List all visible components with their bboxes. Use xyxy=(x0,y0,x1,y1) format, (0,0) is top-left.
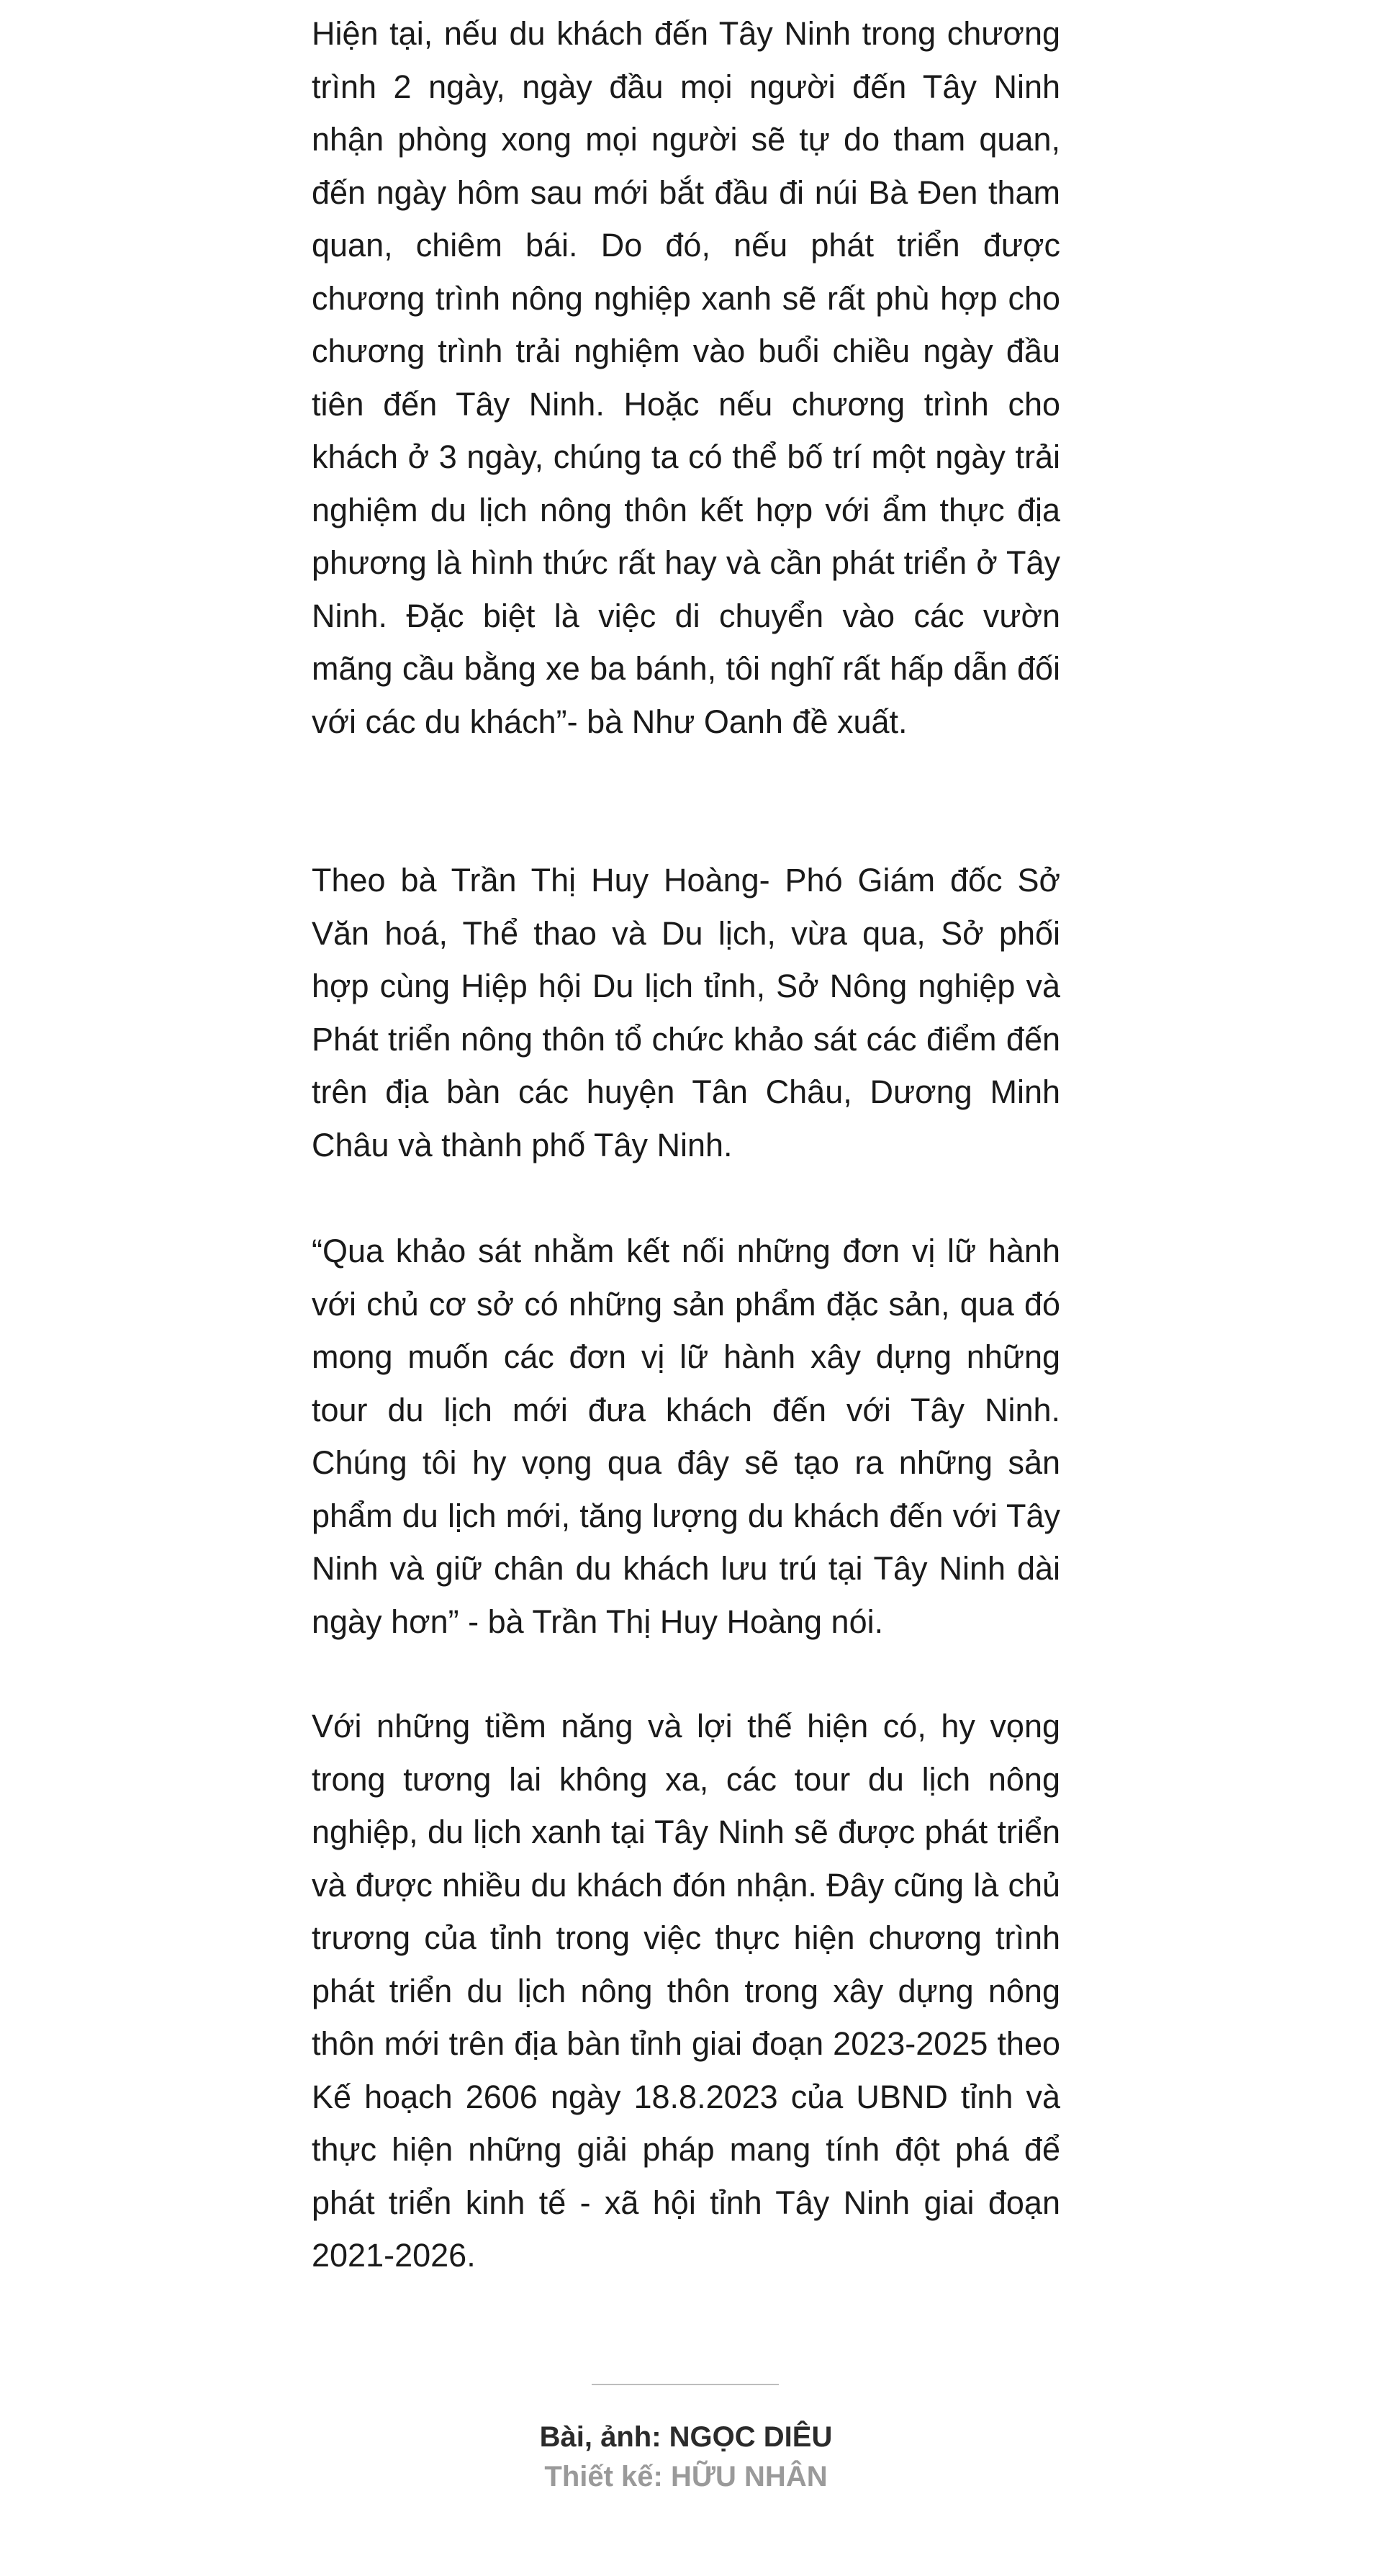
paragraph-4: Với những tiềm năng và lợi thế hiện có, hy vọng trong tương lai không xa, các tour du lịch nông nghiệp, du lịch xanh tại Tây Ninh sẽ được phát triển và được nhiều du khách đón nhận. Đây cũng là chủ trương của tỉnh trong việc thực hiện chương trình phát triển du lịch nông thôn trong xây dựng nông thôn mới trên địa bàn tỉnh giai đoạn 2023-2025 theo Kế hoạch 2606 ngày 18.8.2023 của UBND tỉnh và thực hiện những giải pháp mang tính đột phá để phát triển kinh tế - xã hội tỉnh Tây Ninh giai đoạn 2021-2026. xyxy=(312,1708,1060,2274)
paragraph-2: Theo bà Trần Thị Huy Hoàng- Phó Giám đốc Sở Văn hoá, Thể thao và Du lịch, vừa qua, Sở phối hợp cùng Hiệp hội Du lịch tỉnh, Sở Nông nghiệp và Phát triển nông thôn tổ chức khảo sát các điểm đến trên địa bàn các huyện Tân Châu, Dương Minh Châu và thành phố Tây Ninh. xyxy=(312,862,1060,1163)
credits-divider xyxy=(592,2384,779,2385)
paragraph-3: “Qua khảo sát nhằm kết nối những đơn vị lữ hành với chủ cơ sở có những sản phẩm đặc sản, qua đó mong muốn các đơn vị lữ hành xây dựng những tour du lịch mới đưa khách đến với Tây Ninh. Chúng tôi hy vọng qua đây sẽ tạo ra những sản phẩm du lịch mới, tăng lượng du khách đến với Tây Ninh và giữ chân du khách lưu trú tại Tây Ninh dài ngày hơn” - bà Trần Thị Huy Hoàng nói. xyxy=(312,1233,1060,1640)
author-credit: Bài, ảnh: NGỌC DIÊU xyxy=(539,2421,833,2453)
paragraph-1: Hiện tại, nếu du khách đến Tây Ninh trong chương trình 2 ngày, ngày đầu mọi người đến Tây Ninh nhận phòng xong mọi người sẽ tự do tham quan, đến ngày hôm sau mới bắt đầu đi núi Bà Đen tham quan, chiêm bái. Do đó, nếu phát triển được chương trình nông nghiệp xanh sẽ rất phù hợp cho chương trình trải nghiệm vào buổi chiều ngày đầu tiên đến Tây Ninh. Hoặc nếu chương trình cho khách ở 3 ngày, chúng ta có thể bố trí một ngày trải nghiệm du lịch nông thôn kết hợp với ẩm thực địa phương là hình thức rất hay và cần phát triển ở Tây Ninh. Đặc biệt là việc di chuyển vào các vườn mãng cầu bằng xe ba bánh, tôi nghĩ rất hấp dẫn đối với các du khách”- bà Như Oanh đề xuất. xyxy=(312,15,1060,740)
design-credit: Thiết kế: HỮU NHÂN xyxy=(544,2461,828,2492)
